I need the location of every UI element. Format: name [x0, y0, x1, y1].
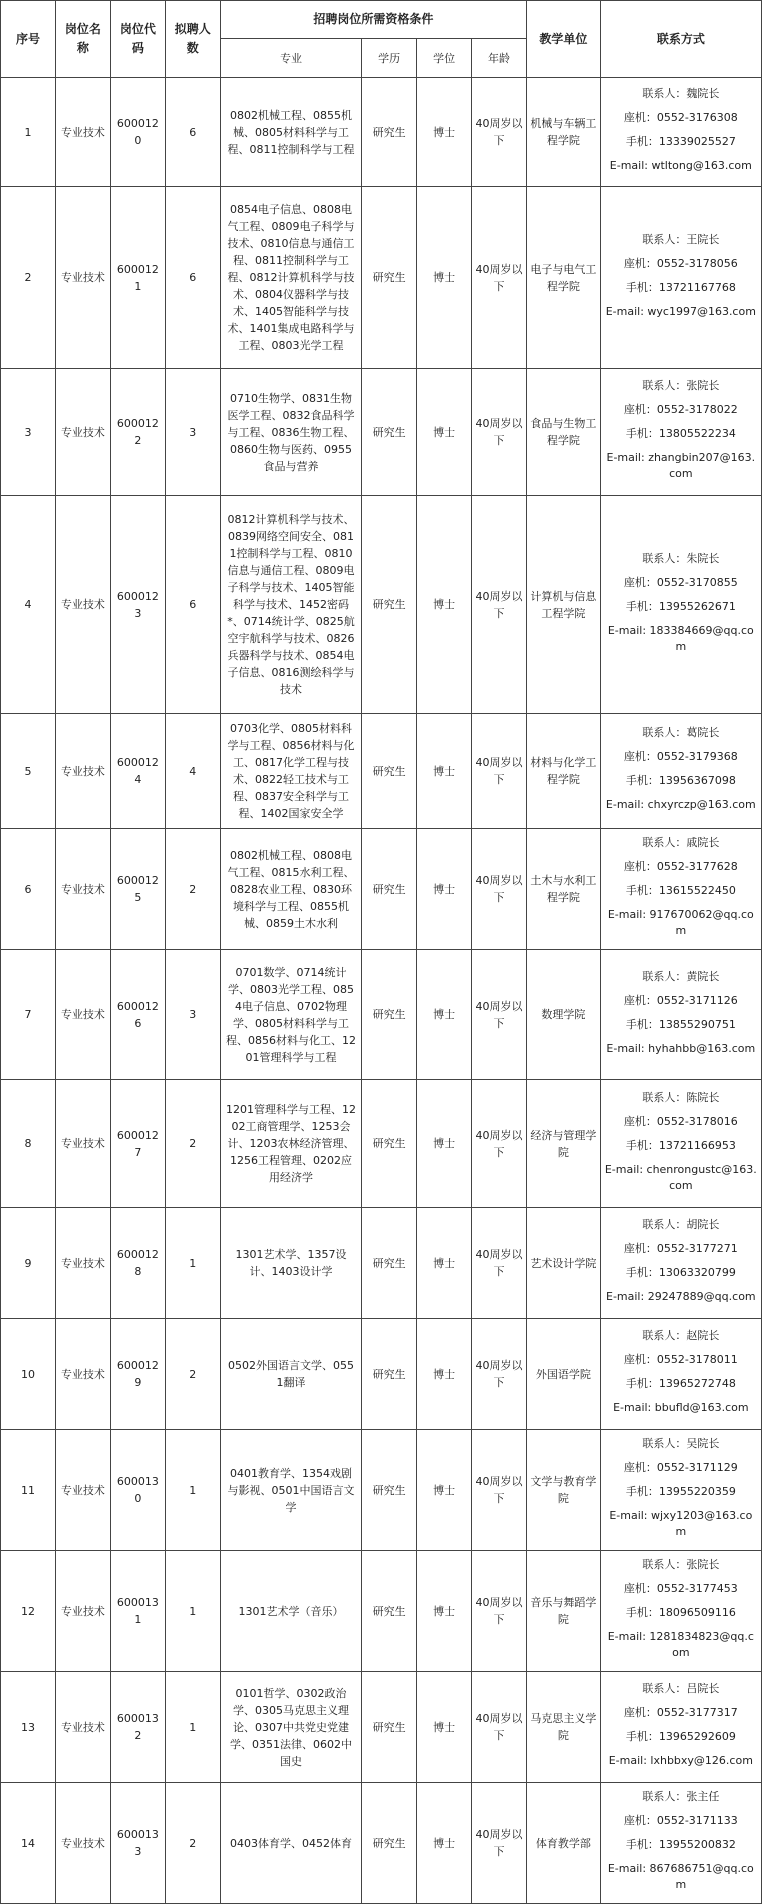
contact-email: E-mail: chenrongustc@163.com: [604, 1162, 757, 1192]
cell-age: 40周岁以下: [472, 187, 527, 369]
contact-phone: 座机：0552-3171129: [623, 1461, 738, 1474]
cell-post-name: 专业技术: [55, 496, 110, 714]
contact-person: 联系人：张院长: [642, 1558, 720, 1571]
contact-mobile: 手机：13721166953: [625, 1138, 736, 1152]
contact-mobile: 手机：13965292609: [625, 1730, 736, 1743]
cell-education: 研究生: [362, 1672, 417, 1783]
cell-count: 1: [165, 1208, 220, 1319]
cell-education: 研究生: [362, 1430, 417, 1551]
cell-major: 0401教育学、1354戏剧与影视、0501中国语言文学: [220, 1430, 361, 1551]
contact-mobile: 手机：13955262671: [625, 599, 736, 613]
cell-post-code: 6000126: [110, 950, 165, 1080]
cell-seq: 1: [1, 78, 56, 187]
contact-mobile: 手机：13965272748: [625, 1377, 736, 1390]
contact-mobile: 手机：13955200832: [625, 1838, 736, 1851]
cell-unit: 土木与水利工程学院: [527, 829, 601, 950]
contact-mobile: 手机：13339025527: [625, 135, 736, 148]
contact-phone: 座机：0552-3178016: [623, 1114, 738, 1128]
cell-post-code: 6000132: [110, 1672, 165, 1783]
contact-person: 联系人：黄院长: [642, 969, 720, 983]
header-education: 学历: [362, 39, 417, 78]
cell-contact: [600, 78, 761, 187]
cell-education: 研究生: [362, 1551, 417, 1672]
cell-post-name: 专业技术: [55, 1672, 110, 1783]
cell-seq: 4: [1, 496, 56, 714]
cell-seq: 11: [1, 1430, 56, 1551]
cell-age: 40周岁以下: [472, 1319, 527, 1430]
cell-unit: 艺术设计学院: [527, 1208, 601, 1319]
cell-post-name: 专业技术: [55, 1080, 110, 1208]
cell-major: 0403体育学、0452体育: [220, 1783, 361, 1904]
contact-phone: 座机：0552-3171126: [623, 993, 738, 1007]
cell-major: 0101哲学、0302政治学、0305马克思主义理论、0307中共党史党建学、0351法律、0602中国史: [220, 1672, 361, 1783]
cell-seq: 3: [1, 369, 56, 496]
cell-education: 研究生: [362, 187, 417, 369]
contact-phone: 座机：0552-3171133: [623, 1814, 738, 1827]
cell-count: 2: [165, 1319, 220, 1430]
cell-post-code: 6000123: [110, 496, 165, 714]
cell-contact: [600, 1430, 761, 1551]
contact-email: E-mail: bbufld@163.com: [613, 1401, 749, 1414]
cell-contact: [600, 1080, 761, 1208]
cell-unit: 经济与管理学院: [527, 1080, 601, 1208]
cell-degree: 博士: [417, 78, 472, 187]
contact-email: E-mail: 1281834823@qq.com: [607, 1630, 754, 1659]
cell-post-code: 6000131: [110, 1551, 165, 1672]
header-unit: 教学单位: [527, 1, 601, 78]
contact-mobile: 手机：18096509116: [625, 1606, 736, 1619]
table-row: [1, 1783, 762, 1904]
table-row: [1, 950, 762, 1080]
cell-age: 40周岁以下: [472, 950, 527, 1080]
contact-person: 联系人：戚院长: [642, 836, 720, 849]
table-row: [1, 78, 762, 187]
cell-count: 6: [165, 187, 220, 369]
cell-seq: 9: [1, 1208, 56, 1319]
cell-count: 4: [165, 714, 220, 829]
cell-degree: 博士: [417, 829, 472, 950]
cell-unit: 马克思主义学院: [527, 1672, 601, 1783]
cell-education: 研究生: [362, 1319, 417, 1430]
cell-post-name: 专业技术: [55, 950, 110, 1080]
cell-education: 研究生: [362, 78, 417, 187]
contact-person: 联系人：葛院长: [642, 726, 720, 739]
table-row: [1, 1551, 762, 1672]
cell-count: 2: [165, 1080, 220, 1208]
cell-major: 0812计算机科学与技术、0839网络空间安全、0811控制科学与工程、0810信息与通信工程、0809电子科学与技术、1405智能科学与技术、1452密码*、0714统计学、0825航空宇航科学与技术、0826兵器科学与技术、0854电子信息、0816测绘科学与技术: [220, 496, 361, 714]
contact-person: 联系人：魏院长: [642, 87, 720, 100]
contact-person: 联系人：朱院长: [642, 551, 720, 565]
contact-mobile: 手机：13955220359: [625, 1485, 736, 1498]
table-row: [1, 187, 762, 369]
cell-major: 0802机械工程、0855机械、0805材料科学与工程、0811控制科学与工程: [220, 78, 361, 187]
cell-post-code: 6000127: [110, 1080, 165, 1208]
cell-contact: [600, 950, 761, 1080]
cell-major: 0703化学、0805材料科学与工程、0856材料与化工、0817化学工程与技术、0822轻工技术与工程、0837安全科学与工程、1402国家安全学: [220, 714, 361, 829]
cell-count: 6: [165, 496, 220, 714]
contact-email: E-mail: wtltong@163.com: [609, 159, 752, 172]
table-row: [1, 1430, 762, 1551]
contact-mobile: 手机：13805522234: [625, 427, 736, 440]
table-row: [1, 1672, 762, 1783]
cell-major: 0710生物学、0831生物医学工程、0832食品科学与工程、0836生物工程、0860生物与医药、0955食品与营养: [220, 369, 361, 496]
contact-phone: 座机：0552-3179368: [623, 750, 738, 763]
header-requirements: 招聘岗位所需资格条件: [220, 1, 526, 39]
cell-age: 40周岁以下: [472, 1783, 527, 1904]
header-major: 专业: [220, 39, 361, 78]
cell-education: 研究生: [362, 950, 417, 1080]
cell-degree: 博士: [417, 496, 472, 714]
table-row: [1, 714, 762, 829]
cell-degree: 博士: [417, 714, 472, 829]
cell-education: 研究生: [362, 496, 417, 714]
cell-unit: 数理学院: [527, 950, 601, 1080]
contact-email: E-mail: wyc1997@163.com: [605, 304, 756, 318]
contact-mobile: 手机：13956367098: [625, 774, 736, 787]
header-contact: 联系方式: [600, 1, 761, 78]
contact-person: 联系人：赵院长: [642, 1329, 720, 1342]
cell-post-code: 6000120: [110, 78, 165, 187]
cell-seq: 8: [1, 1080, 56, 1208]
cell-post-code: 6000133: [110, 1783, 165, 1904]
cell-post-name: 专业技术: [55, 1319, 110, 1430]
cell-major: 1301艺术学、1357设计、1403设计学: [220, 1208, 361, 1319]
cell-post-name: 专业技术: [55, 369, 110, 496]
cell-age: 40周岁以下: [472, 829, 527, 950]
cell-post-code: 6000125: [110, 829, 165, 950]
cell-contact: [600, 714, 761, 829]
contact-phone: 座机：0552-3177317: [623, 1706, 738, 1719]
contact-email: E-mail: hyhahbb@163.com: [606, 1041, 756, 1055]
cell-degree: 博士: [417, 1208, 472, 1319]
cell-contact: [600, 1551, 761, 1672]
cell-contact: [600, 1672, 761, 1783]
cell-count: 6: [165, 78, 220, 187]
cell-degree: 博士: [417, 1672, 472, 1783]
cell-seq: 14: [1, 1783, 56, 1904]
cell-contact: [600, 829, 761, 950]
contact-person: 联系人：王院长: [642, 232, 720, 246]
table-row: [1, 369, 762, 496]
contact-phone: 座机：0552-3177628: [623, 860, 738, 873]
cell-count: 1: [165, 1430, 220, 1551]
header-seq: 序号: [1, 1, 56, 78]
cell-post-code: 6000130: [110, 1430, 165, 1551]
cell-unit: 文学与教育学院: [527, 1430, 601, 1551]
cell-seq: 7: [1, 950, 56, 1080]
cell-age: 40周岁以下: [472, 1551, 527, 1672]
cell-seq: 12: [1, 1551, 56, 1672]
cell-degree: 博士: [417, 1319, 472, 1430]
contact-phone: 座机：0552-3177271: [623, 1242, 738, 1255]
cell-post-code: 6000121: [110, 187, 165, 369]
cell-seq: 5: [1, 714, 56, 829]
contact-mobile: 手机：13615522450: [625, 884, 736, 897]
cell-degree: 博士: [417, 1551, 472, 1672]
cell-post-code: 6000128: [110, 1208, 165, 1319]
contact-email: E-mail: wjxy1203@163.com: [609, 1509, 753, 1538]
cell-degree: 博士: [417, 950, 472, 1080]
cell-count: 1: [165, 1672, 220, 1783]
table-row: [1, 1080, 762, 1208]
cell-age: 40周岁以下: [472, 1080, 527, 1208]
cell-post-code: 6000129: [110, 1319, 165, 1430]
cell-unit: 材料与化学工程学院: [527, 714, 601, 829]
cell-degree: 博士: [417, 1783, 472, 1904]
contact-email: E-mail: 867686751@qq.com: [607, 1862, 754, 1891]
cell-contact: [600, 369, 761, 496]
contact-phone: 座机：0552-3176308: [623, 111, 738, 124]
cell-degree: 博士: [417, 1080, 472, 1208]
cell-contact: [600, 1208, 761, 1319]
cell-age: 40周岁以下: [472, 1672, 527, 1783]
cell-education: 研究生: [362, 829, 417, 950]
cell-seq: 13: [1, 1672, 56, 1783]
contact-person: 联系人：张院长: [642, 379, 720, 392]
contact-phone: 座机：0552-3178056: [623, 256, 738, 270]
table-row: [1, 496, 762, 714]
cell-major: 0502外国语言文学、0551翻译: [220, 1319, 361, 1430]
cell-education: 研究生: [362, 369, 417, 496]
cell-education: 研究生: [362, 714, 417, 829]
cell-contact: [600, 187, 761, 369]
cell-education: 研究生: [362, 1208, 417, 1319]
contact-person: 联系人：吕院长: [642, 1682, 720, 1695]
cell-post-name: 专业技术: [55, 78, 110, 187]
table-body: [1, 78, 762, 1904]
cell-count: 2: [165, 1783, 220, 1904]
cell-age: 40周岁以下: [472, 1208, 527, 1319]
contact-email: E-mail: lxhbbxy@126.com: [608, 1754, 753, 1767]
cell-post-name: 专业技术: [55, 1208, 110, 1319]
cell-age: 40周岁以下: [472, 1430, 527, 1551]
cell-post-name: 专业技术: [55, 714, 110, 829]
header-post-code: 岗位代码: [110, 1, 165, 78]
cell-unit: 体育教学部: [527, 1783, 601, 1904]
header-post-name: 岗位名称: [55, 1, 110, 78]
cell-post-code: 6000124: [110, 714, 165, 829]
table-row: [1, 1319, 762, 1430]
cell-count: 2: [165, 829, 220, 950]
contact-email: E-mail: chxyrczp@163.com: [605, 798, 756, 811]
cell-post-name: 专业技术: [55, 187, 110, 369]
cell-age: 40周岁以下: [472, 78, 527, 187]
contact-phone: 座机：0552-3170855: [623, 575, 738, 589]
contact-person: 联系人：陈院长: [642, 1090, 720, 1104]
cell-contact: [600, 496, 761, 714]
cell-major: 1201管理科学与工程、1202工商管理学、1253会计、1203农林经济管理、1256工程管理、0202应用经济学: [220, 1080, 361, 1208]
cell-degree: 博士: [417, 369, 472, 496]
cell-major: 1301艺术学（音乐）: [220, 1551, 361, 1672]
contact-email: E-mail: 917670062@qq.com: [607, 908, 754, 937]
cell-seq: 2: [1, 187, 56, 369]
cell-count: 3: [165, 369, 220, 496]
contact-mobile: 手机：13063320799: [625, 1266, 736, 1279]
contact-mobile: 手机：13721167768: [625, 280, 736, 294]
cell-age: 40周岁以下: [472, 714, 527, 829]
cell-seq: 10: [1, 1319, 56, 1430]
cell-contact: [600, 1783, 761, 1904]
cell-contact: [600, 1319, 761, 1430]
cell-post-name: 专业技术: [55, 1430, 110, 1551]
cell-age: 40周岁以下: [472, 369, 527, 496]
cell-post-name: 专业技术: [55, 1783, 110, 1904]
header-degree: 学位: [417, 39, 472, 78]
contact-phone: 座机：0552-3178011: [623, 1353, 738, 1366]
cell-post-code: 6000122: [110, 369, 165, 496]
cell-post-name: 专业技术: [55, 829, 110, 950]
cell-post-name: 专业技术: [55, 1551, 110, 1672]
contact-email: E-mail: 183384669@qq.com: [607, 623, 754, 653]
header-count: 拟聘人数: [165, 1, 220, 78]
table-row: [1, 829, 762, 950]
cell-education: 研究生: [362, 1783, 417, 1904]
header-age: 年龄: [472, 39, 527, 78]
cell-unit: 食品与生物工程学院: [527, 369, 601, 496]
cell-major: 0854电子信息、0808电气工程、0809电子科学与技术、0810信息与通信工程、0811控制科学与工程、0812计算机科学与技术、0804仪器科学与技术、1405智能科学与技术、1401集成电路科学与工程、0803光学工程: [220, 187, 361, 369]
cell-seq: 6: [1, 829, 56, 950]
cell-age: 40周岁以下: [472, 496, 527, 714]
contact-phone: 座机：0552-3177453: [623, 1582, 738, 1595]
cell-unit: 音乐与舞蹈学院: [527, 1551, 601, 1672]
contact-person: 联系人：张主任: [642, 1790, 720, 1803]
cell-major: 0802机械工程、0808电气工程、0815水利工程、0828农业工程、0830环境科学与工程、0855机械、0859土木水利: [220, 829, 361, 950]
contact-person: 联系人：吴院长: [642, 1437, 720, 1450]
table-row: [1, 1208, 762, 1319]
cell-count: 1: [165, 1551, 220, 1672]
cell-degree: 博士: [417, 1430, 472, 1551]
contact-email: E-mail: 29247889@qq.com: [606, 1290, 756, 1303]
cell-unit: 电子与电气工程学院: [527, 187, 601, 369]
cell-degree: 博士: [417, 187, 472, 369]
cell-count: 3: [165, 950, 220, 1080]
cell-education: 研究生: [362, 1080, 417, 1208]
cell-major: 0701数学、0714统计学、0803光学工程、0854电子信息、0702物理学、0805材料科学与工程、0856材料与化工、1201管理科学与工程: [220, 950, 361, 1080]
cell-unit: 机械与车辆工程学院: [527, 78, 601, 187]
contact-person: 联系人：胡院长: [642, 1218, 720, 1231]
contact-mobile: 手机：13855290751: [625, 1017, 736, 1031]
contact-email: E-mail: zhangbin207@163.com: [606, 451, 756, 480]
cell-unit: 外国语学院: [527, 1319, 601, 1430]
cell-unit: 计算机与信息工程学院: [527, 496, 601, 714]
contact-phone: 座机：0552-3178022: [623, 403, 738, 416]
